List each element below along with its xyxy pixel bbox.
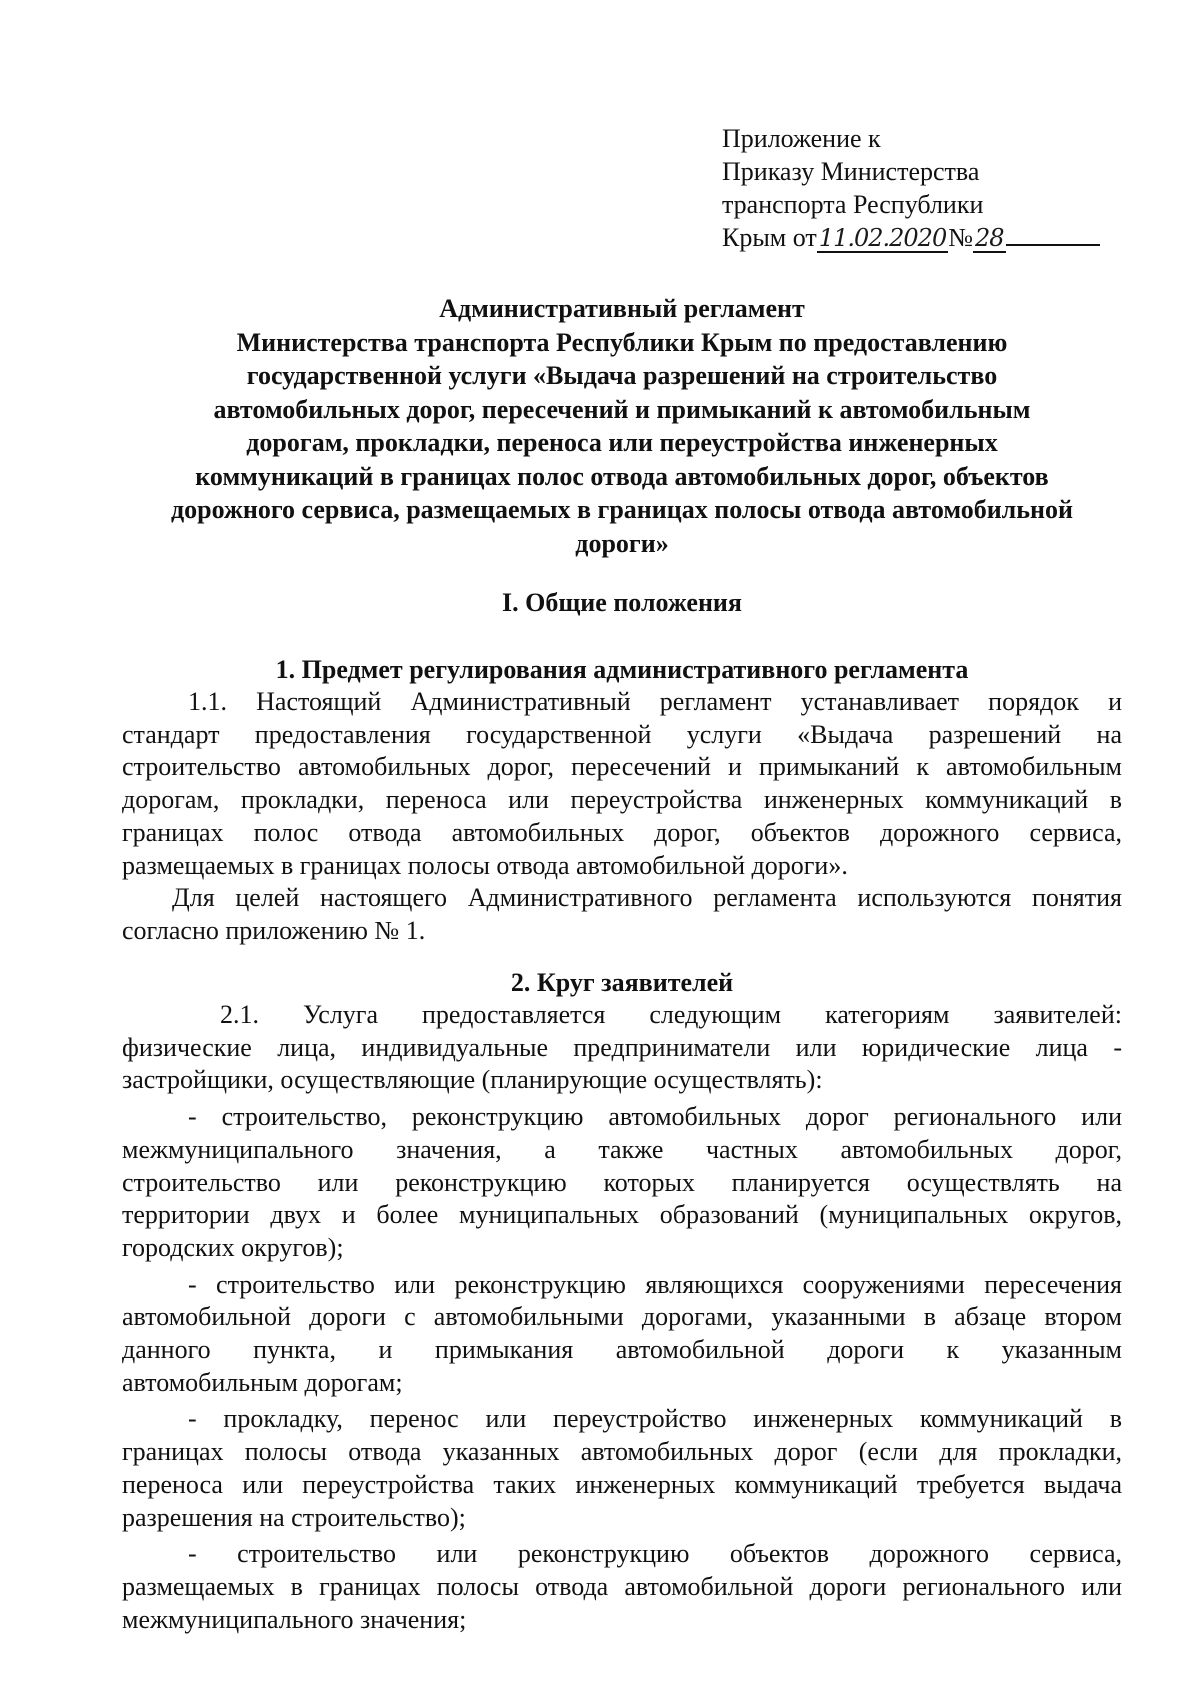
paragraph-line: разрешения на строительство); (122, 1502, 466, 1532)
paragraph-line: городских округов); (122, 1232, 344, 1262)
paragraph-line: - строительство или реконструкцию объектов дорожного сервиса, (188, 1539, 1122, 1569)
title-line: дороги» (575, 528, 669, 558)
paragraph-line: строительство автомобильных дорог, пересечений и примыканий к автомобильным (122, 752, 1122, 782)
paragraph-line: автомобильной дороги с автомобильными дорогами, указанными в абзаце втором (122, 1302, 1122, 1332)
title-line: государственной услуги «Выдача разрешений на строительство (246, 361, 998, 390)
subsection-2-body (122, 999, 1122, 1636)
title-line: дорожного сервиса, размещаемых в границах полосы отвода автомобильной (171, 495, 1073, 524)
document-title (122, 292, 1122, 560)
paragraph-line: строительство или реконструкцию которых планируется осуществлять на (122, 1167, 1122, 1197)
title-line: Министерства транспорта Республики Крым по предоставлению (236, 327, 1008, 357)
paragraph-line: размещаемых в границах полосы отвода автомобильной дороги». (122, 850, 848, 880)
paragraph-line: застройщики, осуществляющие (планирующие осуществлять): (122, 1065, 823, 1095)
paragraph-line: дорогам, прокладки, переноса или переустройства инженерных коммуникаций в (122, 785, 1122, 815)
paragraph-line: 1.1. Настоящий Административный регламент устанавливает порядок и (188, 687, 1122, 716)
section-heading-general: I. Общие положения (502, 588, 742, 617)
paragraph-line: территории двух и более муниципальных образований (муниципальных округов, (122, 1200, 1122, 1230)
appendix-line-4-prefix: Крым от (722, 223, 817, 252)
paragraph-line: межмуниципального значения, а также частных автомобильных дорог, (122, 1134, 1122, 1164)
appendix-line-1: Приложение к (722, 124, 881, 153)
paragraph-line: - строительство, реконструкцию автомобильных дорог регионального или (188, 1102, 1122, 1132)
number-sign: № (948, 223, 974, 252)
paragraph-line: переноса или переустройства таких инженерных коммуникаций требуется выдача (122, 1469, 1122, 1499)
paragraph-line: автомобильным дорогам; (122, 1367, 403, 1397)
number-underline (1006, 222, 1100, 246)
paragraph-line: межмуниципального значения; (122, 1604, 467, 1634)
title-line: автомобильных дорог, пересечений и примыканий к автомобильным (213, 394, 1031, 424)
subsection-heading-applicants: 2. Круг заявителей (510, 968, 734, 997)
appendix-line-3: транспорта Республики (722, 190, 984, 219)
paragraph-line: размещаемых в границах полосы отвода автомобильной дороги регионального или (122, 1571, 1122, 1601)
handwritten-number: 28 (975, 224, 1004, 252)
paragraph-line: Для целей настоящего Административного регламента используются понятия (172, 883, 1122, 913)
paragraph-line: - строительство или реконструкцию являющихся сооружениями пересечения (188, 1269, 1122, 1299)
appendix-line-2: Приказу Министерства (722, 157, 980, 186)
paragraph-line: границах полосы отвода указанных автомобильных дорог (если для прокладки, (122, 1437, 1122, 1467)
paragraph-line: данного пункта, и примыкания автомобильной дороги к указанным (122, 1335, 1122, 1365)
subsection-1-body (122, 686, 1122, 948)
paragraph-line: - прокладку, перенос или переустройство инженерных коммуникаций в (188, 1404, 1122, 1434)
title-line: Административный регламент (439, 294, 805, 323)
appendix-block (722, 122, 1122, 254)
subsection-heading-subject: 1. Предмет регулирования административного регламента (275, 655, 969, 684)
title-line: дорогам, прокладки, переноса или переустройства инженерных (246, 428, 998, 457)
paragraph-line: согласно приложению № 1. (122, 915, 426, 945)
title-line: коммуникаций в границах полос отвода автомобильных дорог, объектов (195, 461, 1049, 491)
paragraph-line: стандарт предоставления государственной услуги «Выдача разрешений на (122, 719, 1122, 749)
paragraph-line: физические лица, индивидуальные предприниматели или юридические лица - (122, 1032, 1122, 1062)
paragraph-line: 2.1. Услуга предоставляется следующим категориям заявителей: (220, 1000, 1122, 1029)
appendix-line-4 (722, 221, 1122, 254)
paragraph-line: границах полос отвода автомобильных дорог, объектов дорожного сервиса, (122, 817, 1122, 847)
handwritten-date: 11.02.2020 (818, 224, 947, 252)
